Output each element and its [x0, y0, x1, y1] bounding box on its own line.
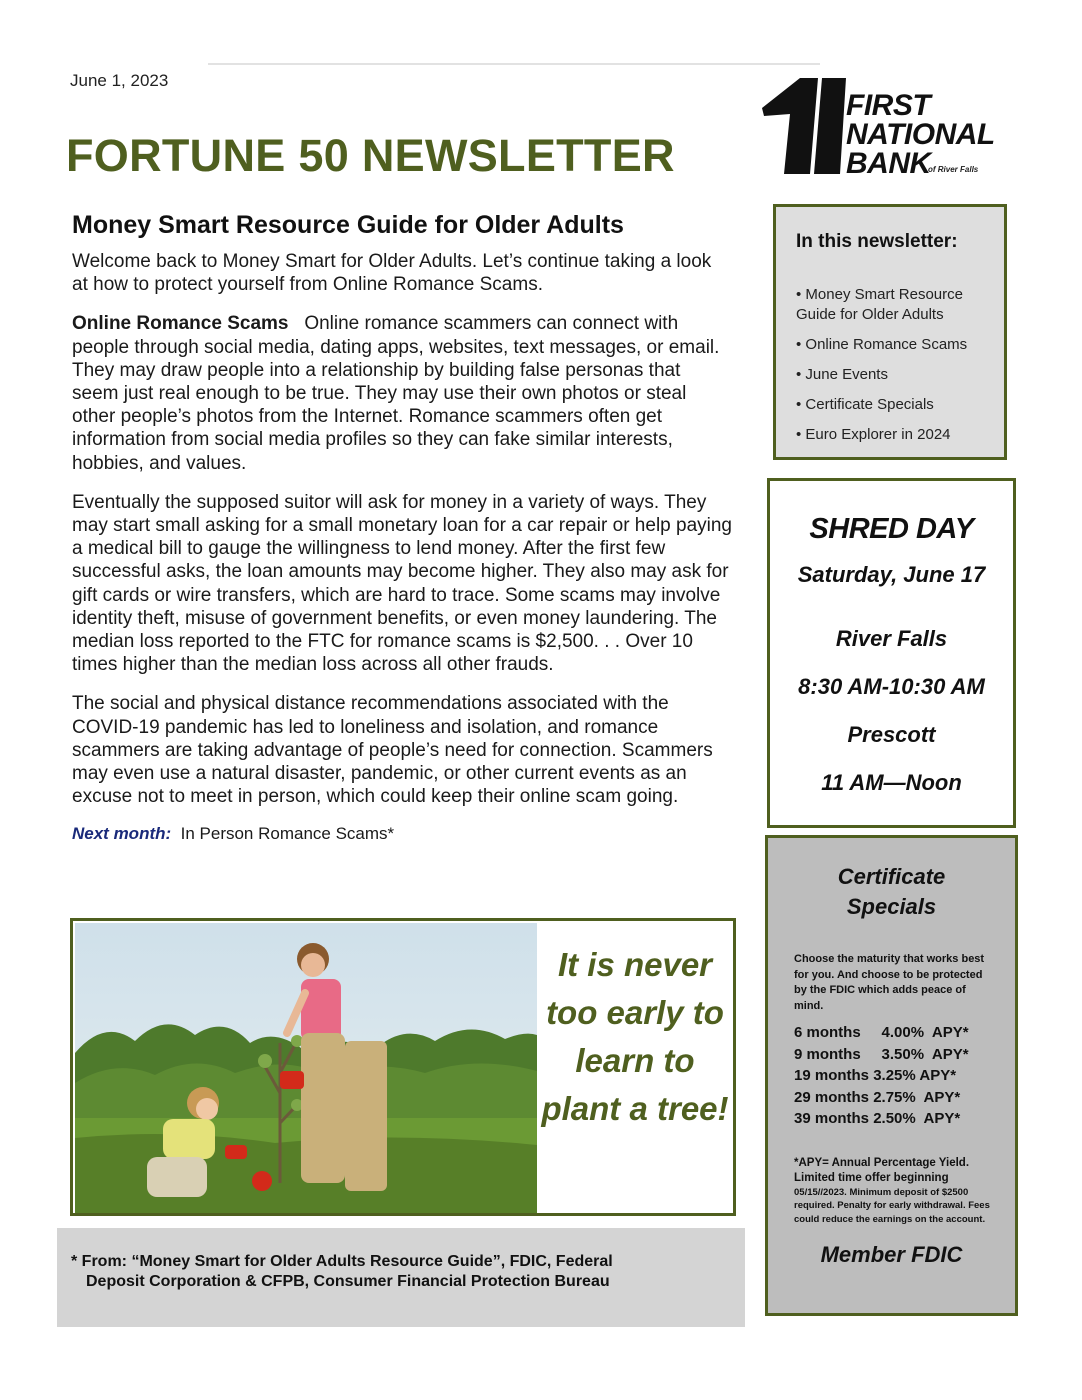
rate-term: 29 months — [794, 1088, 870, 1106]
toc-title: In this newsletter: — [796, 231, 958, 252]
article-heading: Money Smart Resource Guide for Older Adults — [72, 211, 624, 239]
rate-label: APY* — [931, 1045, 969, 1063]
shred-time-prescott: 11 AM—Noon — [821, 770, 962, 795]
top-divider — [208, 63, 820, 65]
rate-table — [794, 1022, 1015, 1130]
shred-location-river-falls: River Falls — [835, 626, 948, 651]
member-fdic: Member FDIC — [820, 1242, 963, 1267]
certificate-title — [794, 862, 989, 922]
rate-term: 39 months — [794, 1110, 870, 1127]
para-1-text: Online romance scammers can connect with people through social media, dating apps, websites, text messages, or email. They may draw people into a relationship by building false personas that seem just real enough to be true. They may use their own photos or steal other people’s photos from the Internet. Romance scammers often get information from social media profiles so they can fake similar interests, hobbies, and values. — [72, 313, 720, 474]
article-intro: Welcome back to Money Smart for Older Adults. Let’s continue taking a look at how to protect yourself from Online Romance Scams. — [72, 251, 712, 296]
footnote-line-2: Deposit Corporation & CFPB, Consumer Financial Protection Bureau — [86, 1273, 610, 1290]
rate-value: 2.75% — [873, 1088, 916, 1106]
shred-title: SHRED DAY — [809, 513, 974, 545]
toc-item: • Money Smart Resource Guide for Older Adults — [796, 286, 963, 323]
rate-label: APY* — [919, 1067, 957, 1084]
article-para-2: Eventually the supposed suitor will ask for money in a variety of ways. They may start small asking for a small monetary loan for a car repair or help paying a medical bill to gauge the willingness to lend money. After the first few successful asks, the loan amounts may become higher. They also may ask for gift cards or wire transfers, which are hard to trace. Some scams may involve identity theft, misuse of government benefits, or even money laundering. The median loss reported to the FTC for romance scams is $2,500. . . Over 10 times higher than the median loss across all other frauds. — [72, 491, 732, 676]
toc-item: • Online Romance Scams — [796, 336, 968, 353]
shred-date: Saturday, June 17 — [797, 562, 986, 587]
toc-item: • Certificate Specials — [796, 396, 934, 413]
apy-note: *APY= Annual Percentage Yield. Limited time offer beginning — [794, 1156, 970, 1184]
planting-illustration-icon — [75, 923, 537, 1213]
logo-line-national: NATIONAL — [846, 118, 995, 151]
apy-fine-print: 05/15//2023. Minimum deposit of $2500 required. Penalty for early withdrawal. Fees could reduce the earnings on the account. — [794, 1186, 990, 1225]
bank-logo — [760, 76, 1022, 180]
logo-line-first: FIRST — [846, 89, 931, 122]
promo-slogan: It is never too early to learn to plant a tree! — [541, 946, 729, 1127]
rate-term: 6 months — [794, 1024, 861, 1041]
rate-value: 3.50% — [881, 1045, 925, 1063]
rate-row — [794, 1108, 1015, 1130]
rate-label: APY* — [923, 1088, 961, 1106]
shred-time-river-falls: 8:30 AM-10:30 AM — [798, 674, 985, 699]
next-month-label: Next month: — [72, 824, 172, 844]
rate-term: 9 months — [794, 1045, 861, 1063]
next-month — [72, 824, 732, 844]
rate-value: 2.50% — [873, 1110, 916, 1127]
logo-subtext: of River Falls — [928, 165, 979, 174]
children-planting-photo — [75, 923, 537, 1213]
source-footnote — [57, 1228, 745, 1327]
rate-row — [794, 1065, 1015, 1087]
certificate-title-line-2: Specials — [846, 894, 937, 919]
rate-value: 3.25% — [873, 1067, 916, 1084]
article-para-3: The social and physical distance recommendations associated with the COVID-19 pandemic has led to loneliness and isolation, and romance scammers are taking advantage of people’s need for connection. Scammers may even use a natural disaster, pandemic, or other current events as an excuse not to meet in person, which could keep their online scam going. — [72, 693, 713, 808]
rate-row — [794, 1044, 1015, 1066]
shred-location-prescott: Prescott — [847, 722, 936, 747]
newsletter-title: FORTUNE 50 NEWSLETTER — [66, 130, 675, 181]
rate-label: APY* — [931, 1024, 969, 1041]
logo-line-bank: BANK — [846, 147, 931, 180]
bank-logo-mark-icon — [760, 76, 850, 180]
certificate-title-line-1: Certificate — [837, 864, 946, 889]
certificate-intro: Choose the maturity that works best for you. And choose to be protected by the FDIC which adds peace of mind. — [794, 953, 985, 1012]
article-para-1 — [72, 312, 732, 474]
shred-day-box — [767, 478, 1016, 828]
rate-value: 4.00% — [881, 1024, 925, 1041]
toc-item: • Euro Explorer in 2024 — [796, 426, 951, 443]
certificate-specials-box — [765, 835, 1018, 1316]
section-heading: Online Romance Scams — [72, 313, 289, 335]
next-month-text: In Person Romance Scams* — [180, 824, 395, 844]
rate-row — [794, 1022, 1015, 1044]
promo-box — [70, 918, 736, 1216]
rate-label: APY* — [923, 1110, 961, 1127]
main-article — [72, 211, 732, 844]
toc-box — [773, 204, 1007, 460]
toc-list — [796, 285, 986, 445]
rate-term: 19 months — [794, 1067, 870, 1084]
footnote-line-1: * From: “Money Smart for Older Adults Resource Guide”, FDIC, Federal — [71, 1253, 613, 1270]
toc-item: • June Events — [796, 366, 888, 383]
newsletter-date: June 1, 2023 — [70, 71, 169, 90]
rate-row — [794, 1087, 1015, 1109]
